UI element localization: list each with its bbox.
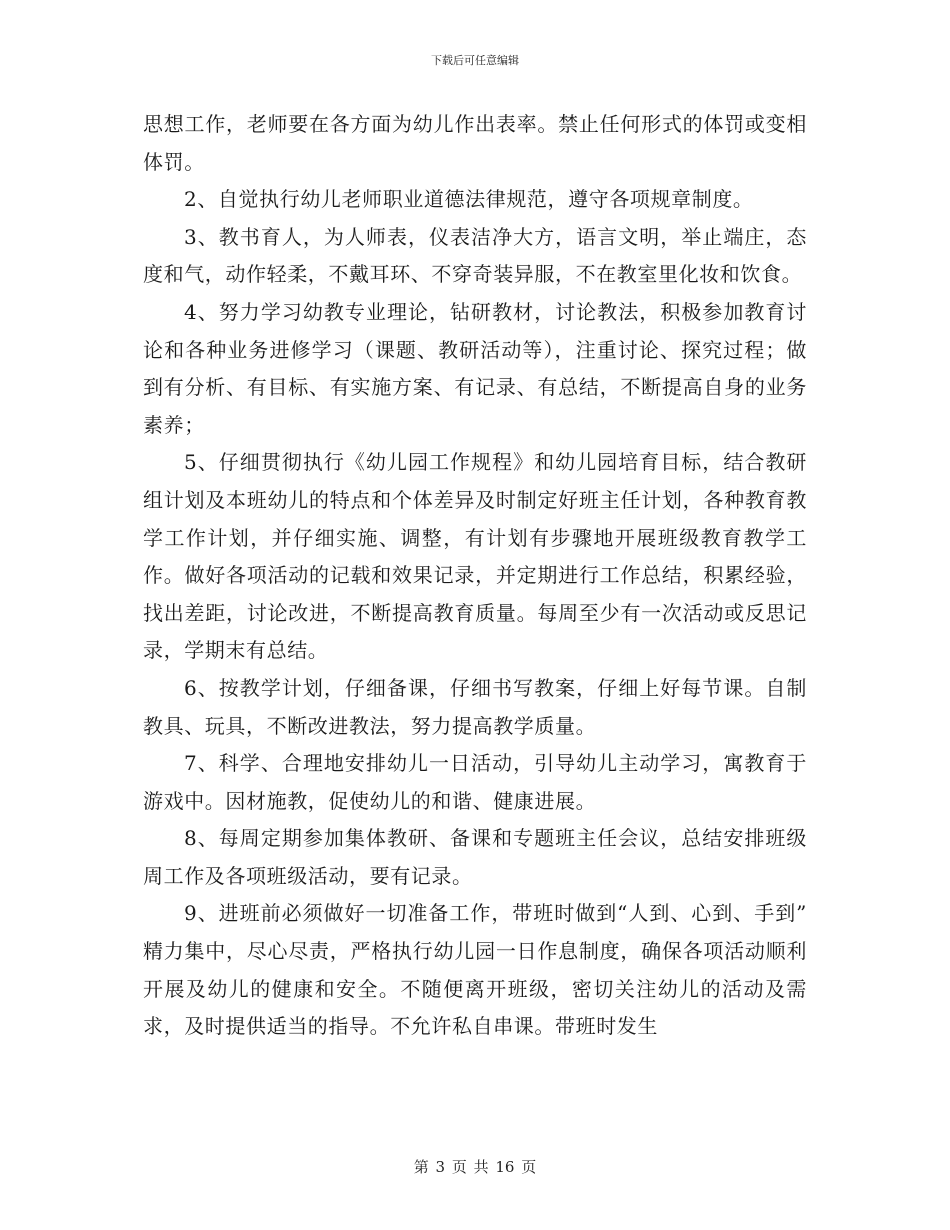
document-body — [143, 106, 807, 1046]
paragraph-item-4: 4、努力学习幼教专业理论，钻研教材，讨论教法，积极参加教育讨论和各种业务进修学习（课题、教研活动等），注重讨论、探究过程；做到有分析、有目标、有实施方案、有记录、有总结，不断提高自身的业务素养； — [143, 299, 807, 437]
paragraph-item-7: 7、科学、合理地安排幼儿一日活动，引导幼儿主动学习，寓教育于游戏中。因材施教，促使幼儿的和谐、健康进展。 — [143, 751, 807, 813]
paragraph-item-8: 8、每周定期参加集体教研、备课和专题班主任会议，总结安排班级周工作及各项班级活动，要有记录。 — [143, 826, 807, 888]
paragraph-item-2: 2、自觉执行幼儿老师职业道德法律规范，遵守各项规章制度。 — [184, 187, 754, 212]
page-header: 下载后可任意编辑 — [431, 54, 519, 67]
paragraph-item-9: 9、进班前必须做好一切准备工作，带班时做到“人到、心到、手到” 精力集中，尽心尽责，严格执行幼儿园一日作息制度，确保各项活动顺利开展及幼儿的健康和安全。不随便离开班级，密切关注幼儿的活动及需求，及时提供适当的指导。不允许私自串课。带班时发生 — [143, 901, 807, 1039]
paragraph-item-5: 5、仔细贯彻执行《幼儿园工作规程》和幼儿园培育目标，结合教研组计划及本班幼儿的特点和个体差异及时制定好班主任计划，各种教育教学工作计划，并仔细实施、调整，有计划有步骤地开展班级教育教学工作。做好各项活动的记载和效果记录，并定期进行工作总结，积累经验，找出差距，讨论改进，不断提高教育质量。每周至少有一次活动或反思记录，学期末有总结。 — [143, 450, 807, 663]
paragraph-continuation: 思想工作，老师要在各方面为幼儿作出表率。禁止任何形式的体罚或变相体罚。 — [143, 112, 807, 174]
paragraph-item-3: 3、教书育人，为人师表，仪表洁净大方，语言文明，举止端庄，态度和气，动作轻柔，不戴耳环、不穿奇装异服，不在教室里化妆和饮食。 — [143, 224, 807, 287]
paragraph-item-6: 6、按教学计划，仔细备课，仔细书写教案，仔细上好每节课。自制教具、玩具，不断改进教法，努力提高教学质量。 — [143, 675, 807, 738]
page-number-footer: 第 3 页 共 16 页 — [413, 1158, 537, 1176]
